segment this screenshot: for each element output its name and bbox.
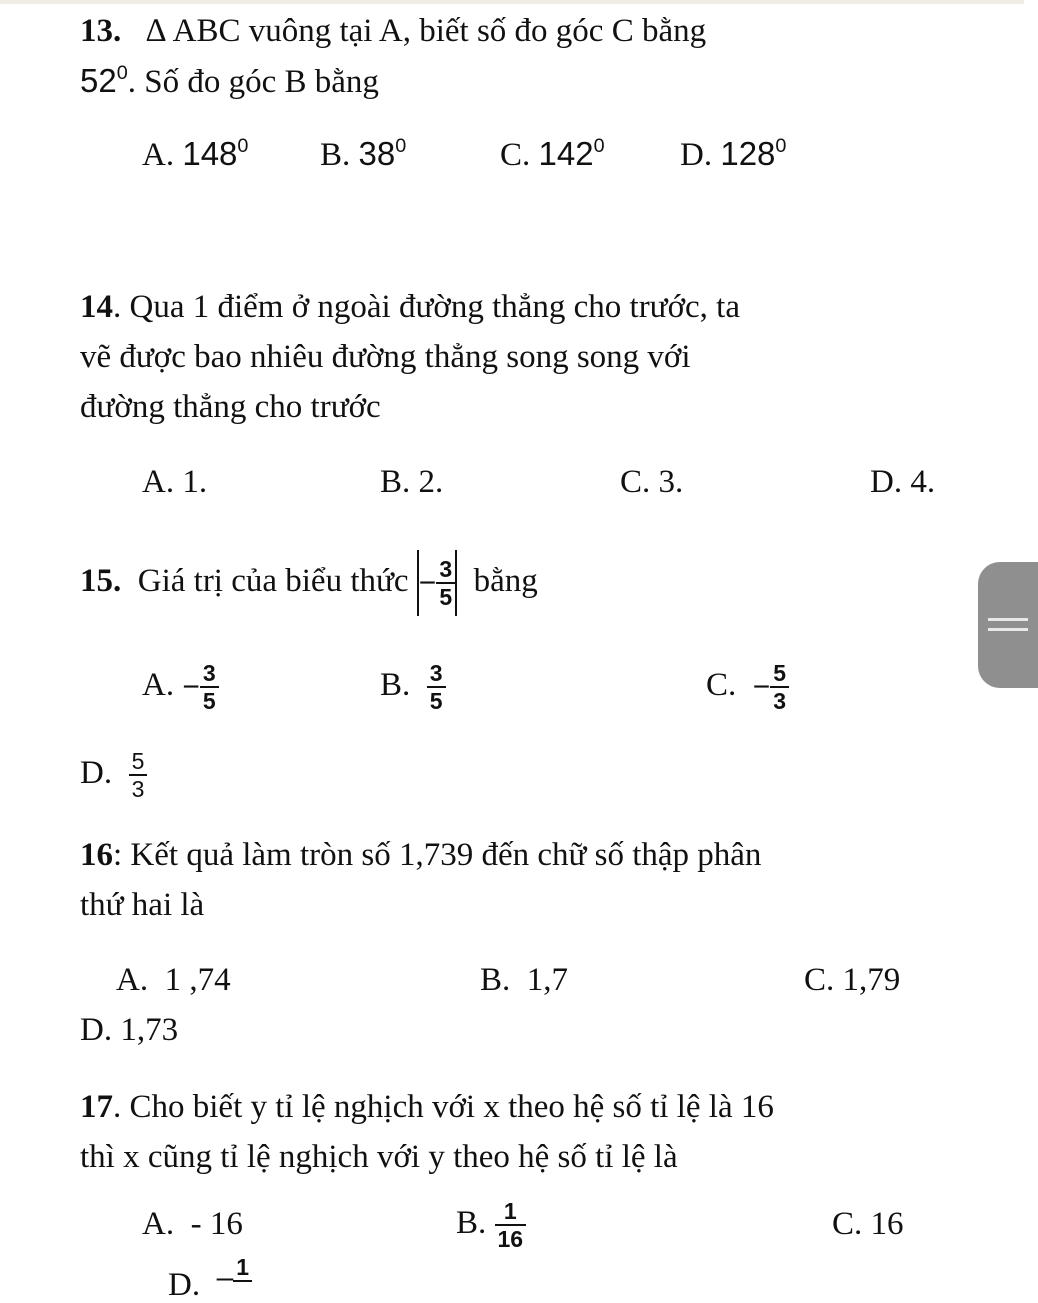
q17-option-a[interactable]: A. - 16: [142, 1206, 243, 1242]
q13-option-c[interactable]: C. $142^0$: [500, 135, 605, 173]
q14-number: 14: [80, 289, 113, 325]
q17-line1: 17. Cho biết y tỉ lệ nghịch với x theo hệ số tỉ lệ là 16: [80, 1089, 774, 1125]
q13-option-d[interactable]: D. $128^0$: [680, 135, 787, 173]
q17-option-b[interactable]: B. $\frac{1}{16}$: [456, 1190, 526, 1256]
q14-option-d[interactable]: D. 4.: [870, 464, 936, 500]
q17-option-d[interactable]: D. – 1: [168, 1248, 252, 1280]
grip-line-icon: [988, 628, 1028, 631]
q13-number: 13.: [80, 13, 122, 49]
q13-line2: $52^0$. Số đo góc B bằng: [80, 62, 379, 100]
scroll-handle[interactable]: [978, 562, 1038, 688]
q15-option-b[interactable]: B. $\frac{3}{5}$: [380, 650, 446, 720]
q17-line2: thì x cũng tỉ lệ nghịch với y theo hệ số tỉ lệ là: [80, 1139, 678, 1175]
q13-text: ∆ ABC vuông tại A, biết số đo góc C bằng: [146, 13, 707, 49]
q14-option-a[interactable]: A. 1.: [142, 464, 208, 500]
q16-option-b[interactable]: B. 1,7: [480, 962, 569, 998]
q16-line1: 16: Kết quả làm tròn số 1,739 đến chữ số thập phân: [80, 837, 762, 873]
q17-option-c[interactable]: C. 16: [832, 1206, 904, 1242]
abs-bar-right: [455, 550, 457, 616]
q15-option-d[interactable]: D. $\frac{5}{3}$: [80, 738, 147, 808]
q15-fraction: $\frac{3}{5}$: [436, 556, 455, 610]
q15-line: 15. Giá trị của biểu thức − $\frac{3}{5}$ bằng: [80, 546, 538, 616]
grip-line-icon: [988, 618, 1028, 621]
q15-number: 15.: [80, 563, 122, 599]
q16-option-c[interactable]: C. 1,79: [804, 962, 901, 998]
q15-option-a[interactable]: A. − $\frac{3}{5}$: [142, 650, 219, 722]
q14-line2: vẽ được bao nhiêu đường thẳng song song với: [80, 339, 691, 375]
q14-option-c[interactable]: C. 3.: [620, 464, 684, 500]
q15-option-c[interactable]: C. − $\frac{5}{3}$: [706, 650, 789, 722]
q16-line2: thứ hai là: [80, 887, 205, 923]
q16-number: 16: [80, 837, 113, 873]
q13-line1: [80, 6, 706, 56]
q13-option-a[interactable]: A. $148^0$: [142, 135, 249, 173]
q16-option-d[interactable]: D. 1,73: [80, 1012, 179, 1048]
q15-text: Giá trị của biểu thức: [137, 563, 409, 599]
top-border: [0, 0, 1024, 4]
q16-option-a[interactable]: A. 1 ,74: [116, 962, 231, 998]
q17-number: 17: [80, 1089, 113, 1125]
q14-line3: đường thẳng cho trước: [80, 389, 381, 425]
q14-line1: 14. Qua 1 điểm ở ngoài đường thẳng cho trước, ta: [80, 289, 740, 325]
q14-option-b[interactable]: B. 2.: [380, 464, 444, 500]
q13-option-b[interactable]: B. $38^0$: [320, 135, 407, 173]
